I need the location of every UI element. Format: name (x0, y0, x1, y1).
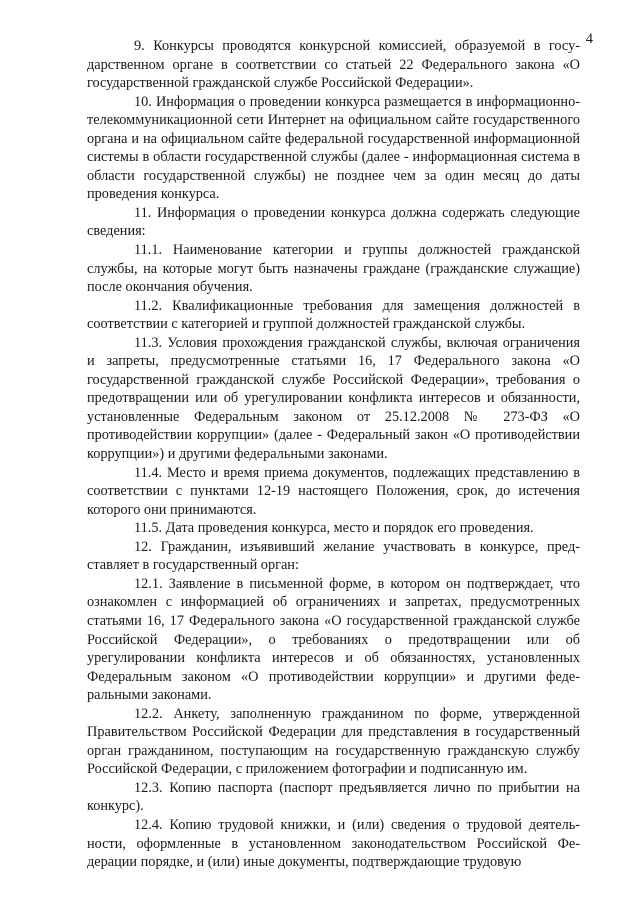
page-number: 4 (585, 31, 593, 47)
paragraph-9: 9. Конкурсы проводятся конкурсной комиссией, образуемой в государственном органе в соответствии со статьей 22 Федерального закона «О государственной гражданской службе Российской Федерации». (87, 38, 580, 92)
paragraph-11-3: 11.3. Условия прохождения гражданской службы, включая ограничения и запреты, предусмотренные статьями 16, 17 Федерального закона «О государственной гражданской службе Российской Федерации», требования о предотвращении или об урегулировании конфликта интересов и обязанности, установленные Федеральным законом от 25.12.2008 № 273-ФЗ «О противодействии коррупции» (далее - Федеральный закон «О противодействии коррупции») и другими федеральными законами. (87, 334, 580, 463)
paragraph-11-2: 11.2. Квалификационные требования для замещения должностей в соответствии с категорией и группой должностей гражданской службы. (87, 297, 580, 333)
paragraph-11-5: 11.5. Дата проведения конкурса, место и порядок его проведения. (134, 520, 534, 537)
paragraph-12-2: 12.2. Анкету, заполненную гражданином по форме, утвержденной Правительством Российской Федерации для представления в государственный орган гражданином, поступающим на государственную гражданскую службу Российской Федерации, с приложением фотографии и подписанную им. (87, 705, 580, 778)
paragraph-12: 12. Гражданин, изъявивший желание участвовать в конкурсе, представляет в государственный орган: (87, 538, 580, 574)
paragraph-12-1: 12.1. Заявление в письменной форме, в котором он подтверждает, что ознакомлен с информацией об ограничениях и запретах, предусмотренных статьями 16, 17 Федерального закона «О государственной гражданской службе Российской Федерации», о требованиях о предотвращении или об урегулировании конфликта интересов и об обязанностях, установленных Федеральным законом «О противодействии коррупции» и другими федеральными законами. (87, 575, 580, 704)
document-body (87, 37, 580, 872)
paragraph-10: 10. Информация о проведении конкурса размещается в информационно-телекоммуникационной сети Интернет на официальном сайте государственного органа и на официальном сайте федеральной государственной информационной системы в области государственной службы (далее - информационная система в области государственной службы) не позднее чем за один месяц до даты проведения конкурса. (87, 93, 580, 203)
paragraph-11: 11. Информация о проведении конкурса должна содержать следующие сведения: (87, 204, 580, 240)
paragraph-11-4: 11.4. Место и время приема документов, подлежащих представлению в соответствии с пунктами 12-19 настоящего Положения, срок, до истечения которого они принимаются. (87, 464, 580, 518)
paragraph-12-3: 12.3. Копию паспорта (паспорт предъявляется лично по прибытии на конкурс). (87, 779, 580, 815)
paragraph-12-4: 12.4. Копию трудовой книжки, и (или) сведения о трудовой деятельности, оформленные в установленном законодательством Российской Федерации порядке, и (или) иные документы, подтверждающие трудовую (87, 816, 580, 871)
paragraph-11-1: 11.1. Наименование категории и группы должностей гражданской службы, на которые могут быть назначены граждане (гражданские служащие) после окончания обучения. (87, 242, 580, 296)
